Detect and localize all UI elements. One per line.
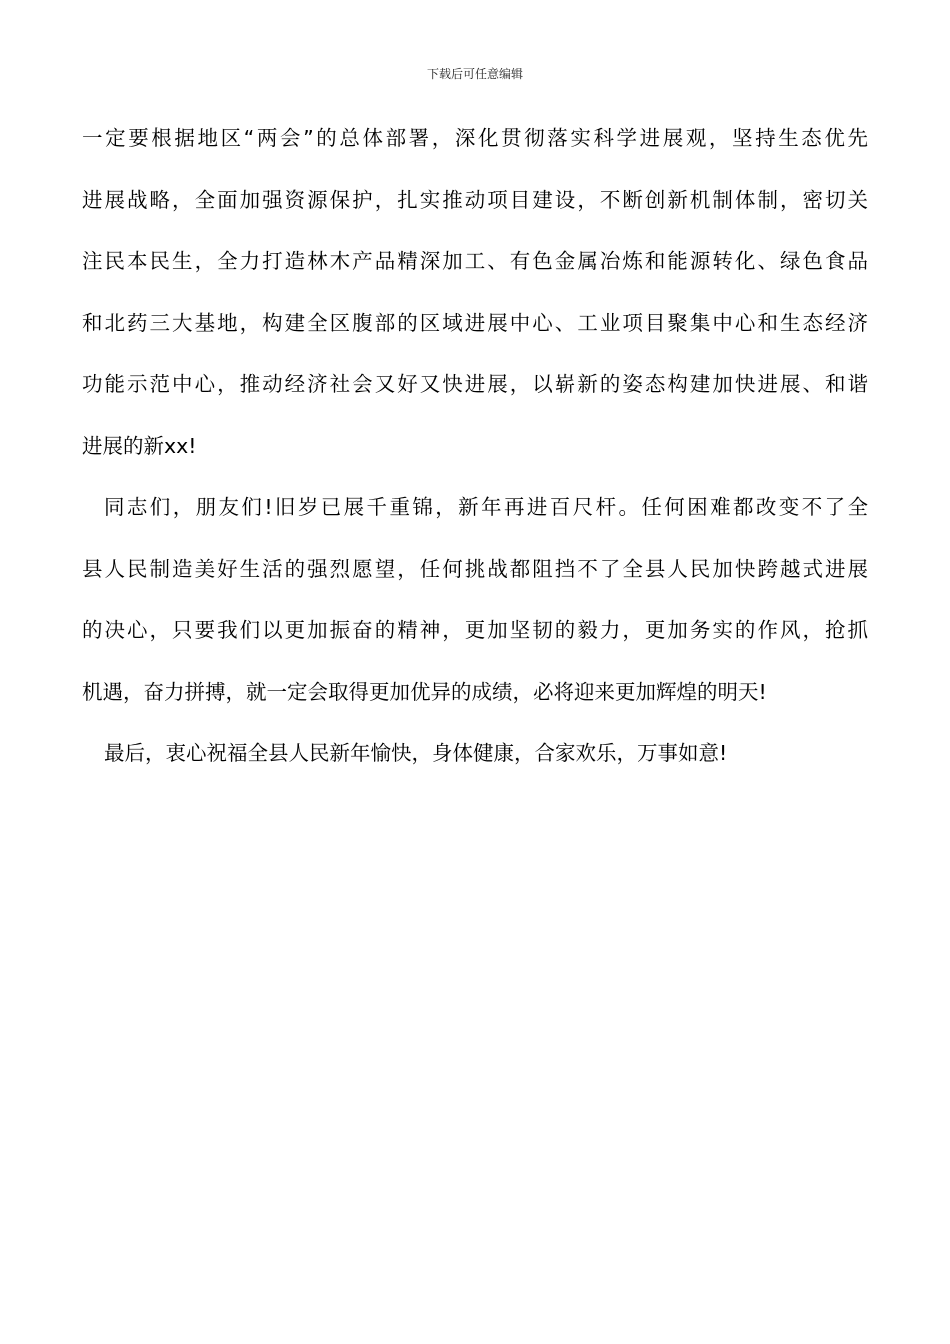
text-line: 和北药三大基地，构建全区腹部的区域进展中心、工业项目聚集中心和生态经济 — [82, 310, 868, 335]
text-line: 最后，衷心祝福全县人民新年愉快，身体健康，合家欢乐，万事如意! — [104, 741, 728, 765]
text-line: 机遇，奋力拼搏，就一定会取得更加优异的成绩，必将迎来更加辉煌的明天! — [82, 679, 767, 704]
text-line: 注民本民生，全力打造林木产品精深加工、有色金属冶炼和能源转化、绿色食品 — [82, 249, 868, 273]
page-header: 下载后可任意编辑 — [426, 67, 523, 81]
document-body — [82, 108, 868, 785]
paragraph-2 — [82, 477, 868, 723]
text-line: 县人民制造美好生活的强烈愿望，任何挑战都阻挡不了全县人民加快跨越式进展 — [82, 556, 868, 581]
text-line: 同志们，朋友们!旧岁已展千重锦，新年再进百尺杆。任何困难都改变不了全 — [104, 495, 868, 519]
text-line: 进展战略，全面加强资源保护，扎实推动项目建设，不断创新机制体制，密切关 — [82, 187, 868, 212]
text-line: 进展的新xx! — [82, 433, 197, 458]
paragraph-1 — [82, 108, 868, 477]
text-line: 一定要根据地区“两会”的总体部署，深化贯彻落实科学进展观，坚持生态优先 — [82, 126, 868, 150]
paragraph-3 — [82, 723, 868, 785]
text-line: 的决心，只要我们以更加振奋的精神，更加坚韧的毅力，更加务实的作风，抢抓 — [82, 618, 868, 642]
text-line: 功能示范中心，推动经济社会又好又快进展，以崭新的姿态构建加快进展、和谐 — [82, 372, 868, 396]
